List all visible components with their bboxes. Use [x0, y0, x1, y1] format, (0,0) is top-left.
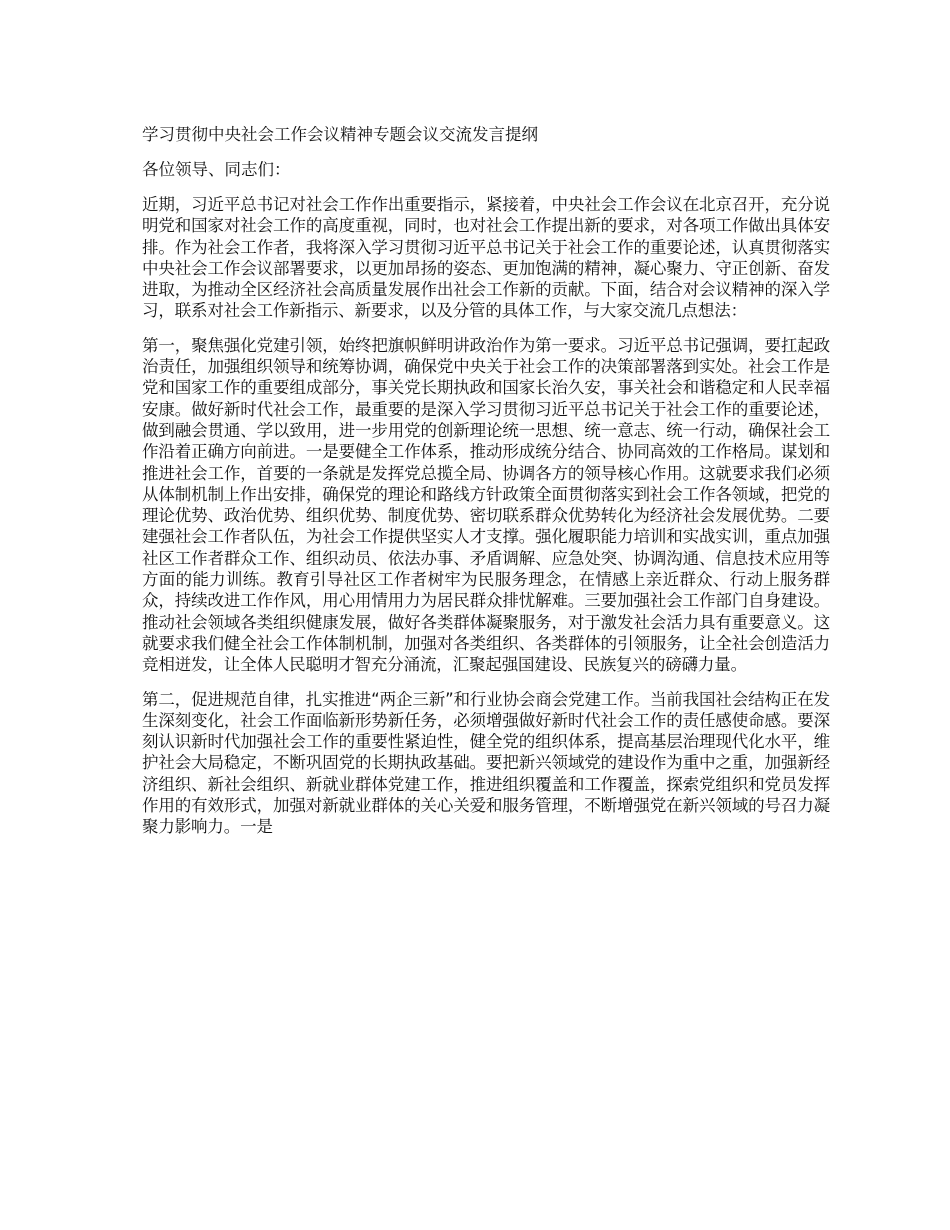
paragraph-intro: 近期，习近平总书记对社会工作作出重要指示，紧接着，中央社会工作会议在北京召开，充分说明党和国家对社会工作的高度重视，同时，也对社会工作提出新的要求，对各项工作做出具体安排。作为社会工作者，我将深入学习贯彻习近平总书记关于社会工作的重要论述，认真贯彻落实中央社会工作会议部署要求，以更加昂扬的姿态、更加饱满的精神，凝心聚力、守正创新、奋发进取，为推动全区经济社会高质量发展作出社会工作新的贡献。下面，结合对会议精神的深入学习，联系对社会工作新指示、新要求，以及分管的具体工作，与大家交流几点想法：	[142, 195, 830, 321]
salutation: 各位领导、同志们：	[142, 160, 291, 179]
document-title: 学习贯彻中央社会工作会议精神专题会议交流发言提纲	[142, 125, 538, 144]
document-page	[142, 124, 830, 851]
paragraph-second-point: 第二，促进规范自律，扎实推进“两企三新”和行业协会商会党建工作。当前我国社会结构正在发生深刻变化，社会工作面临新形势新任务，必须增强做好新时代社会工作的责任感使命感。要深刻认识新时代加强社会工作的重要性紧迫性，健全党的组织体系，提高基层治理现代化水平，维护社会大局稳定，不断巩固党的长期执政基础。要把新兴领域党的建设作为重中之重，加强新经济组织、新社会组织、新就业群体党建工作，推进组织覆盖和工作覆盖，探索党组织和党员发挥作用的有效形式，加强对新就业群体的关心关爱和服务管理，不断增强党在新兴领域的号召力凝聚力影响力。一是	[142, 689, 830, 837]
paragraph-first-point: 第一，聚焦强化党建引领，始终把旗帜鲜明讲政治作为第一要求。习近平总书记强调，要扛起政治责任，加强组织领导和统筹协调，确保党中央关于社会工作的决策部署落到实处。社会工作是党和国家工作的重要组成部分，事关党长期执政和国家长治久安，事关社会和谐稳定和人民幸福安康。做好新时代社会工作，最重要的是深入学习贯彻习近平总书记关于社会工作的重要论述，做到融会贯通、学以致用，进一步用党的创新理论统一思想、统一意志、统一行动，确保社会工作沿着正确方向前进。一是要健全工作体系，推动形成统分结合、协同高效的工作格局。谋划和推进社会工作，首要的一条就是发挥党总揽全局、协调各方的领导核心作用。这就要求我们必须从体制机制上作出安排，确保党的理论和路线方针政策全面贯彻落实到社会工作各领域，把党的理论优势、政治优势、组织优势、制度优势、密切联系群众优势转化为经济社会发展优势。二要建强社会工作者队伍，为社会工作提供坚实人才支撑。强化履职能力培训和实战实训，重点加强社区工作者群众工作、组织动员、依法办事、矛盾调解、应急处突、协调沟通、信息技术应用等方面的能力训练。教育引导社区工作者树牢为民服务理念，在情感上亲近群众、行动上服务群众，持续改进工作作风，用心用情用力为居民群众排忧解难。三要加强社会工作部门自身建设。推动社会领域各类组织健康发展，做好各类群体凝聚服务，对于激发社会活力具有重要意义。这就要求我们健全社会工作体制机制，加强对各类组织、各类群体的引领服务，让全社会创造活力竞相迸发，让全体人民聪明才智充分涌流，汇聚起强国建设、民族复兴的磅礴力量。	[142, 335, 830, 675]
